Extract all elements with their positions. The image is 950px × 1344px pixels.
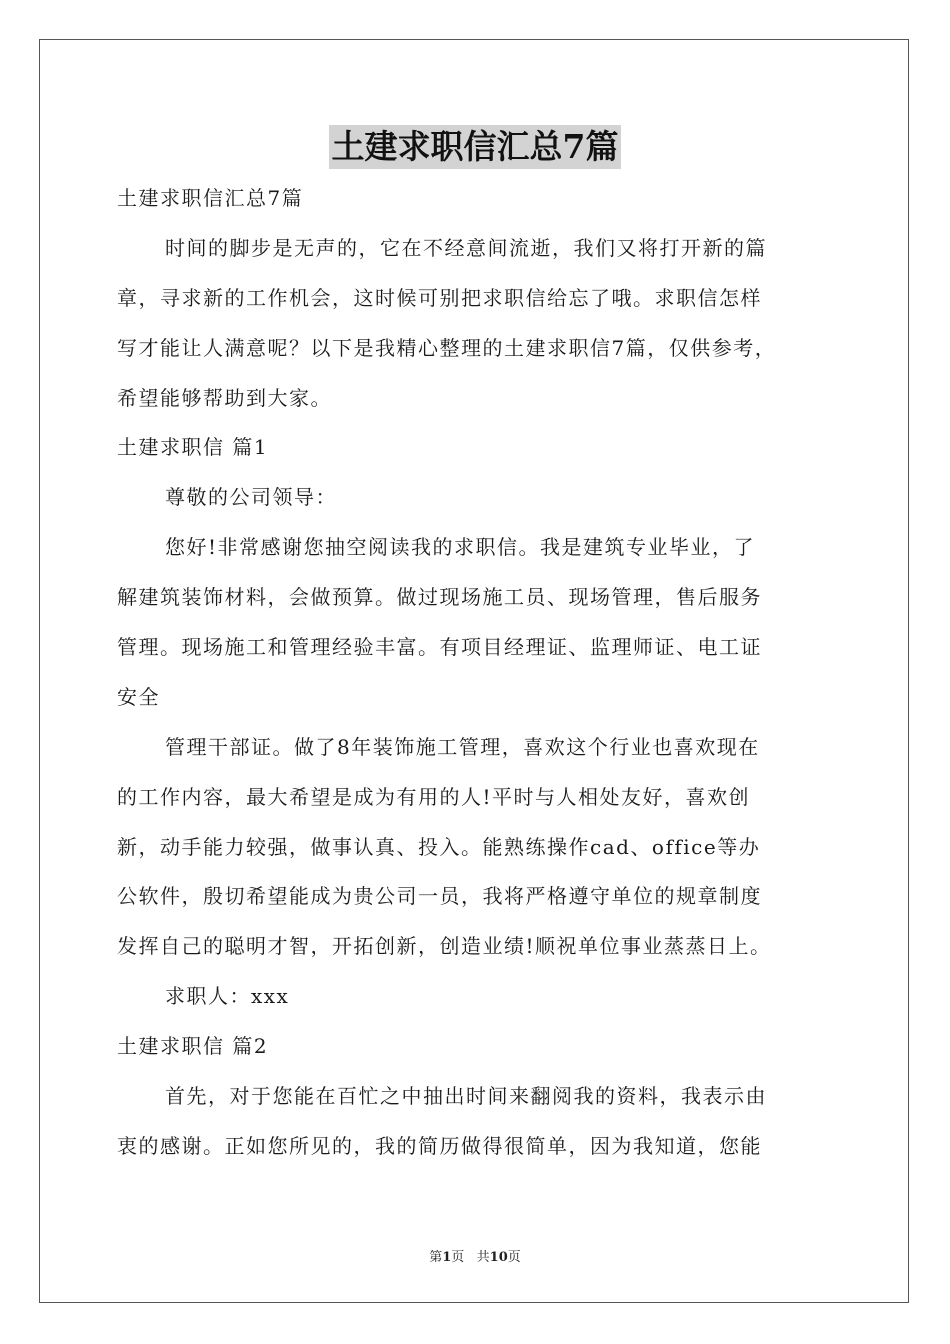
total-page-count: 10: [489, 1250, 508, 1265]
intro-line: 时间的脚步是无声的，它在不经意间流逝，我们又将打开新的篇: [165, 236, 767, 260]
footer-mid: 页 共: [451, 1250, 490, 1265]
body-line: 的工作内容，最大希望是成为有用的人!平时与人相处友好，喜欢创: [117, 785, 751, 809]
page-footer: [0, 1250, 950, 1266]
footer-prefix: 第: [429, 1250, 443, 1265]
body-line: 管理。现场施工和管理经验丰富。有项目经理证、监理师证、电工证: [117, 635, 762, 659]
footer-suffix: 页: [507, 1250, 521, 1265]
body-line: 公软件，殷切希望能成为贵公司一员，我将严格遵守单位的规章制度: [117, 884, 762, 908]
body-line: 您好!非常感谢您抽空阅读我的求职信。我是建筑专业毕业，了: [165, 535, 756, 559]
intro-line: 希望能够帮助到大家。: [117, 386, 332, 410]
signature: 求职人：xxx: [165, 984, 290, 1008]
intro-line: 章，寻求新的工作机会，这时候可别把求职信给忘了哦。求职信怎样: [117, 286, 762, 310]
body-line: 新，动手能力较强，做事认真、投入。能熟练操作cad、office等办: [117, 835, 761, 859]
current-page-number: 1: [442, 1250, 452, 1265]
body-line: 解建筑装饰材料，会做预算。做过现场施工员、现场管理，售后服务: [117, 585, 762, 609]
salutation: 尊敬的公司领导：: [165, 485, 337, 509]
section-heading: 土建求职信 篇1: [117, 435, 269, 459]
body-line: 衷的感谢。正如您所见的，我的简历做得很简单，因为我知道，您能: [117, 1134, 762, 1158]
document-title: 土建求职信汇总7篇: [329, 125, 622, 169]
section-heading: 土建求职信 篇2: [117, 1034, 269, 1058]
body-line: 安全: [117, 685, 160, 709]
body-line: 首先，对于您能在百忙之中抽出时间来翻阅我的资料，我表示由: [165, 1084, 767, 1108]
body-line: 管理干部证。做了8年装饰施工管理，喜欢这个行业也喜欢现在: [165, 735, 760, 759]
body-line: 发挥自己的聪明才智，开拓创新，创造业绩!顺祝单位事业蒸蒸日上。: [117, 934, 772, 958]
intro-line: 写才能让人满意呢？以下是我精心整理的土建求职信7篇，仅供参考，: [117, 336, 777, 360]
subtitle: 土建求职信汇总7篇: [117, 186, 304, 210]
page-border: [39, 39, 909, 1303]
